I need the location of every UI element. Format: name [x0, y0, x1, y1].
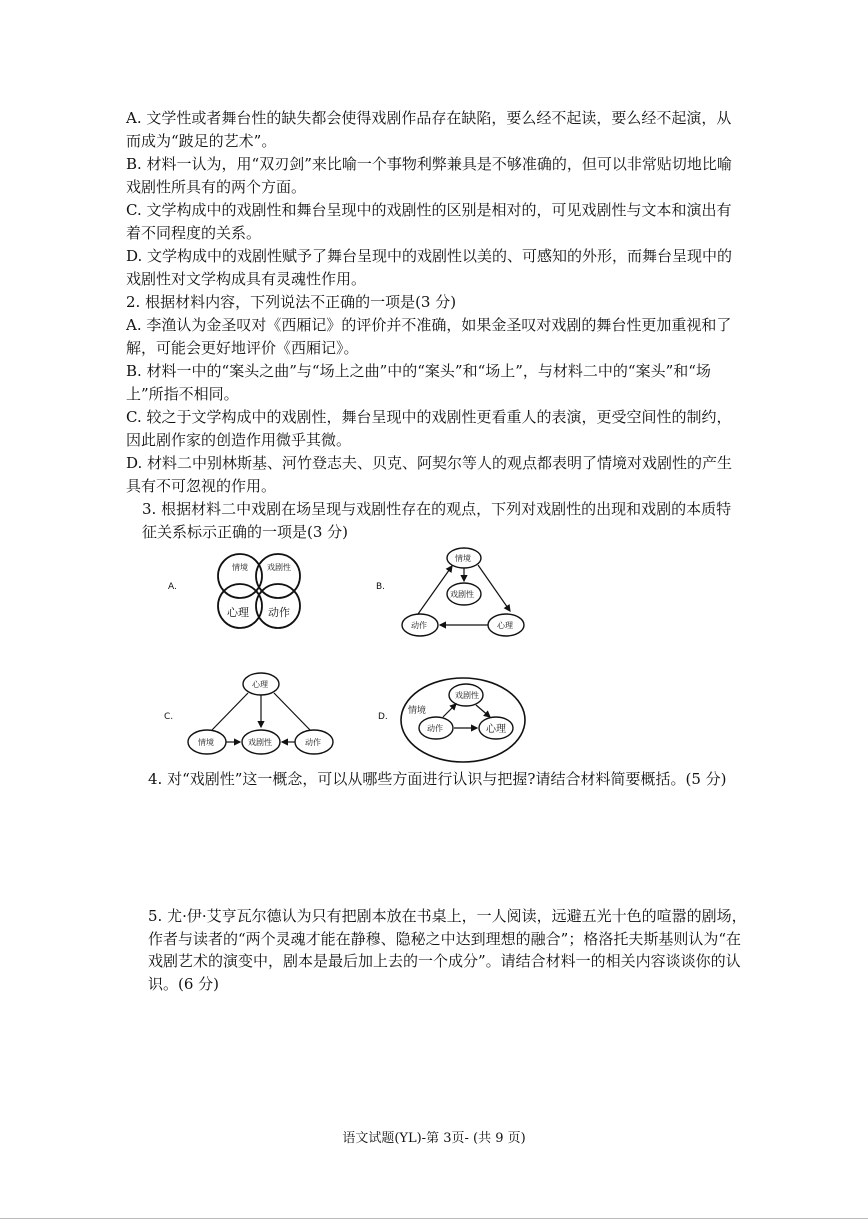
q1-option-c: C. 文学构成中的戏剧性和舞台呈现中的戏剧性的区别是相对的，可见戏剧性与文本和演出有着不同程度的关系。: [126, 201, 732, 242]
diagram-c-label: 动作: [305, 738, 321, 747]
diagram-b-label: 心理: [497, 621, 513, 630]
diagram-d-label: 戏剧性: [455, 691, 479, 700]
diagram-d-label: 情境: [408, 706, 427, 716]
q1-option-d: D. 文学构成中的戏剧性赋予了舞台呈现中的戏剧性以美的、可感知的外形，而舞台呈现中的戏剧性对文学构成具有灵魂性作用。: [126, 247, 733, 288]
q5-stem: 5. 尤·伊·艾亨瓦尔德认为只有把剧本放在书桌上，一人阅读，远避五光十色的喧嚣的剧场，作者与读者的“两个灵魂才能在静穆、隐秘之中达到理想的融合”；格洛托夫斯基则认为“在戏剧艺术的演变中，剧本是最后加上去的一个成分”。请结合材料一的相关内容谈谈你的认识。(6 分): [148, 907, 747, 993]
diagram-a: [210, 548, 310, 630]
q1-option-b: B. 材料一认为，用“双刃剑”来比喻一个事物利弊兼具是不够准确的，但可以非常贴切地比喻戏剧性所具有的两个方面。: [126, 155, 732, 196]
diagram-c-label: 戏剧性: [248, 738, 272, 747]
diagram-a-label: 心理: [227, 606, 249, 619]
q3-option-d-letter: D.: [378, 712, 388, 722]
diagram-d-label: 心理: [486, 724, 506, 735]
diagram-d: [398, 673, 530, 767]
scan-edge-divider: [0, 1218, 868, 1219]
diagram-d-label: 动作: [427, 724, 443, 733]
diagram-b-label: 戏剧性: [450, 590, 474, 599]
diagram-a-label: 情境: [232, 563, 248, 572]
diagram-a-label: 动作: [268, 606, 290, 619]
q2-option-a: A. 李渔认为金圣叹对《西厢记》的评价并不准确，如果金圣叹对戏剧的舞台性更加重视和了解，可能会更好地评价《西厢记》。: [126, 316, 732, 357]
diagram-b: [398, 543, 538, 643]
diagram-c-label: 情境: [198, 738, 214, 747]
q2-option-d: D. 材料二中别林斯基、河竹登志夫、贝克、阿契尔等人的观点都表明了情境对戏剧性的产生具有不可忽视的作用。: [126, 454, 733, 495]
page-footer: 语文试题(YL)-第 3页- (共 9 页): [342, 1131, 526, 1146]
q2-stem: 2. 根据材料内容，下列说法不正确的一项是(3 分): [126, 293, 457, 311]
diagram-a-label: 戏剧性: [267, 563, 291, 572]
q3-option-b-letter: B.: [376, 582, 386, 592]
diagram-c-label: 心理: [252, 680, 268, 689]
diagram-b-label: 动作: [411, 621, 427, 630]
q2-option-c: C. 较之于文学构成中的戏剧性，舞台呈现中的戏剧性更看重人的表演，更受空间性的制约，因此剧作家的创造作用微乎其微。: [126, 408, 732, 449]
q3-option-c-letter: C.: [164, 712, 174, 722]
diagram-c: [184, 668, 344, 760]
q3-stem: 3. 根据材料二中戏剧在场呈现与戏剧性存在的观点，下列对戏剧性的出现和戏剧的本质特征关系标示正确的一项是(3 分): [142, 500, 732, 541]
q4-stem: 4. 对“戏剧性”这一概念，可以从哪些方面进行认识与把握?请结合材料简要概括。(5 分): [148, 770, 727, 788]
q2-option-b: B. 材料一中的“案头之曲”与“场上之曲”中的“案头”和“场上”，与材料二中的“案头”和“场上”所指不相同。: [126, 362, 711, 403]
q1-option-a: A. 文学性或者舞台性的缺失都会使得戏剧作品存在缺陷，要么经不起读，要么经不起演，从而成为“跛足的艺术”。: [126, 109, 732, 150]
q3-option-a-letter: A.: [168, 582, 177, 592]
diagram-b-label: 情境: [455, 554, 471, 563]
